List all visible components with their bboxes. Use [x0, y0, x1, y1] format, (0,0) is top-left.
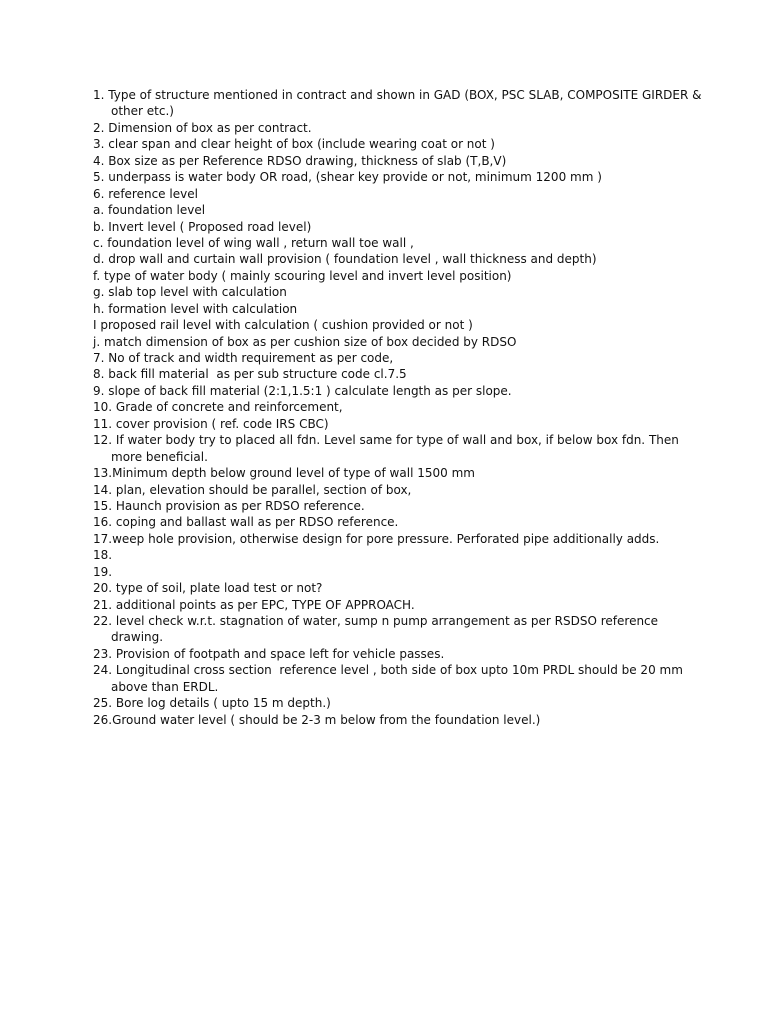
- document-line: 7. No of track and width requirement as per code,: [93, 351, 394, 365]
- document-line: 8. back fill material as per sub structure code cl.7.5: [93, 367, 407, 382]
- document-line: 5. underpass is water body OR road, (shear key provide or not, minimum 1200 mm ): [93, 170, 602, 185]
- document-line: d. drop wall and curtain wall provision ( foundation level , wall thickness and depth): [93, 252, 597, 267]
- document-line: 14. plan, elevation should be parallel, section of box,: [93, 482, 412, 497]
- document-line: h. formation level with calculation: [93, 301, 298, 316]
- document-line: 25. Bore log details ( upto 15 m depth.): [93, 696, 331, 711]
- document-line: 12. If water body try to placed all fdn. Level same for type of wall and box, if below box fdn. Then: [93, 433, 679, 448]
- document-line: 4. Box size as per Reference RDSO drawing, thickness of slab (T,B,V): [93, 153, 507, 168]
- document-line: 3. clear span and clear height of box (include wearing coat or not ): [93, 137, 495, 152]
- document-line: 9. slope of back fill material (2:1,1.5:1 ) calculate length as per slope.: [93, 383, 512, 398]
- document-line-continuation: more beneficial.: [111, 449, 208, 464]
- document-line-continuation: other etc.): [111, 104, 174, 119]
- document-line: I proposed rail level with calculation ( cushion provided or not ): [93, 318, 473, 333]
- document-line: 13.Minimum depth below ground level of type of wall 1500 mm: [93, 466, 475, 481]
- document-line: 23. Provision of footpath and space left for vehicle passes.: [93, 646, 445, 661]
- document-line: 2. Dimension of box as per contract.: [93, 120, 312, 135]
- document-line: 16. coping and ballast wall as per RDSO reference.: [93, 515, 399, 530]
- document-line: 21. additional points as per EPC, TYPE OF APPROACH.: [93, 597, 415, 612]
- document-line: g. slab top level with calculation: [93, 285, 287, 300]
- document-line: 17.weep hole provision, otherwise design for pore pressure. Perforated pipe additionally adds.: [93, 531, 660, 546]
- document-line: j. match dimension of box as per cushion size of box decided by RDSO: [93, 334, 517, 349]
- document-line: 10. Grade of concrete and reinforcement,: [93, 400, 343, 415]
- document-line: 15. Haunch provision as per RDSO reference.: [93, 498, 365, 513]
- document-line-continuation: drawing.: [111, 630, 164, 645]
- document-line: a. foundation level: [93, 203, 206, 218]
- document-line: 6. reference level: [93, 186, 198, 201]
- document-line: 20. type of soil, plate load test or not?: [93, 581, 323, 596]
- document-line: f. type of water body ( mainly scouring level and invert level position): [93, 268, 512, 283]
- document-line: c. foundation level of wing wall , return wall toe wall ,: [93, 235, 414, 250]
- document-line: 19.: [93, 564, 113, 579]
- document-line: 26.Ground water level ( should be 2-3 m below from the foundation level.): [93, 712, 541, 727]
- document-line: 24. Longitudinal cross section reference level , both side of box upto 10m PRDL should be 20 mm: [93, 663, 683, 678]
- document-body: [93, 87, 702, 728]
- document-line: 22. level check w.r.t. stagnation of water, sump n pump arrangement as per RSDSO reference: [93, 614, 659, 628]
- document-line-continuation: above than ERDL.: [111, 679, 219, 694]
- document-line: 1. Type of structure mentioned in contract and shown in GAD (BOX, PSC SLAB, COMPOSITE GIRDER &: [93, 88, 702, 102]
- document-line: 18.: [93, 548, 113, 563]
- document-line: 11. cover provision ( ref. code IRS CBC): [93, 416, 329, 431]
- document-line: b. Invert level ( Proposed road level): [93, 219, 312, 234]
